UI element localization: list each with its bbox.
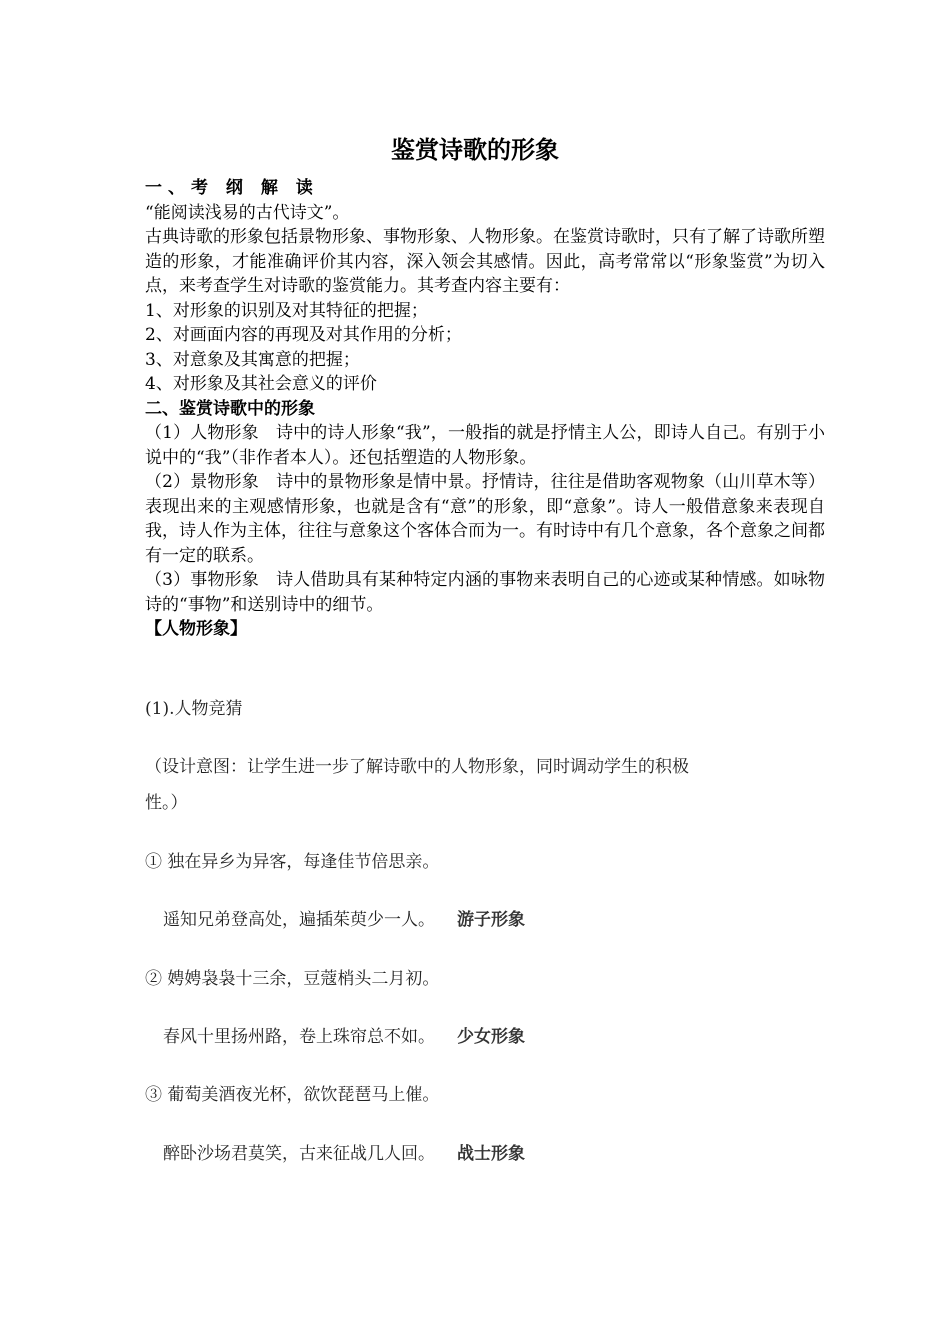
section-heading-syllabus: 一、考 纲 解 读 — [145, 178, 319, 198]
paragraph-character-image: （1）人物形象 诗中的诗人形象“我”，一般指的就是抒情主人公，即诗人自己。有别于小说中的“我”（非作者本人）。还包括塑造的人物形象。 — [145, 423, 825, 468]
poem-3-line2 — [145, 1142, 525, 1166]
subheading-character-image: 【人物形象】 — [145, 619, 247, 639]
list-item: 1、对形象的识别及对其特征的把握； — [145, 300, 428, 321]
paragraph-object-image: （3）事物形象 诗人借助具有某种特定内涵的事物来表明自己的心迹或某种情感。如咏物诗的“事物”和送别诗中的细节。 — [145, 570, 825, 615]
intro-paragraph: 古典诗歌的形象包括景物形象、事物形象、人物形象。在鉴赏诗歌时，只有了解了诗歌所塑造的形象，才能准确评价其内容，深入领会其感情。因此，高考常常以“形象鉴赏”为切入点，来考查学生对诗歌的鉴赏能力。其考查内容主要有： — [145, 227, 825, 296]
design-intent-line1: （设计意图：让学生进一步了解诗歌中的人物形象，同时调动学生的积极 — [145, 757, 689, 777]
list-item: 3、对意象及其寓意的把握； — [145, 349, 360, 370]
section-heading-appreciation: 二、鉴赏诗歌中的形象 — [145, 398, 315, 419]
activity-label: (1).人物竞猜 — [145, 699, 243, 719]
poem-2-line2 — [145, 1025, 525, 1049]
poem-1-answer: 游子形象 — [457, 910, 525, 930]
page-title: 鉴赏诗歌的形象 — [391, 136, 559, 164]
poem-1-line2 — [145, 908, 525, 932]
list-item: 4、对形象及其社会意义的评价 — [145, 374, 377, 394]
poem-2-line1: ② 娉娉袅袅十三余，豆蔻梢头二月初。 — [145, 969, 440, 989]
paragraph-scenery-image: （2）景物形象 诗中的景物形象是情中景。抒情诗，往往是借助客观物象（山川草木等）表现出来的主观感情形象，也就是含有“意”的形象，即“意象”。诗人一般借意象来表现自我，诗人作为主体，往往与意象这个客体合而为一。有时诗中有几个意象，各个意象之间都有一定的联系。 — [145, 472, 825, 566]
poem-2-verse: 春风十里扬州路，卷上珠帘总不如。 — [163, 1027, 435, 1047]
list-item: 2、对画面内容的再现及对其作用的分析； — [145, 325, 462, 345]
poem-1-line1: ① 独在异乡为异客，每逢佳节倍思亲。 — [145, 852, 440, 872]
body-text — [145, 176, 825, 642]
poem-1-verse: 遥知兄弟登高处，遍插茱萸少一人。 — [163, 910, 435, 930]
poem-3-answer: 战士形象 — [457, 1144, 525, 1164]
syllabus-quote: “能阅读浅易的古代诗文”。 — [145, 202, 350, 223]
poem-3-line1: ③ 葡萄美酒夜光杯，欲饮琵琶马上催。 — [145, 1085, 440, 1105]
design-intent-line2: 性。） — [145, 793, 188, 813]
poem-3-verse: 醉卧沙场君莫笑，古来征战几人回。 — [163, 1144, 435, 1164]
poem-2-answer: 少女形象 — [457, 1027, 525, 1047]
